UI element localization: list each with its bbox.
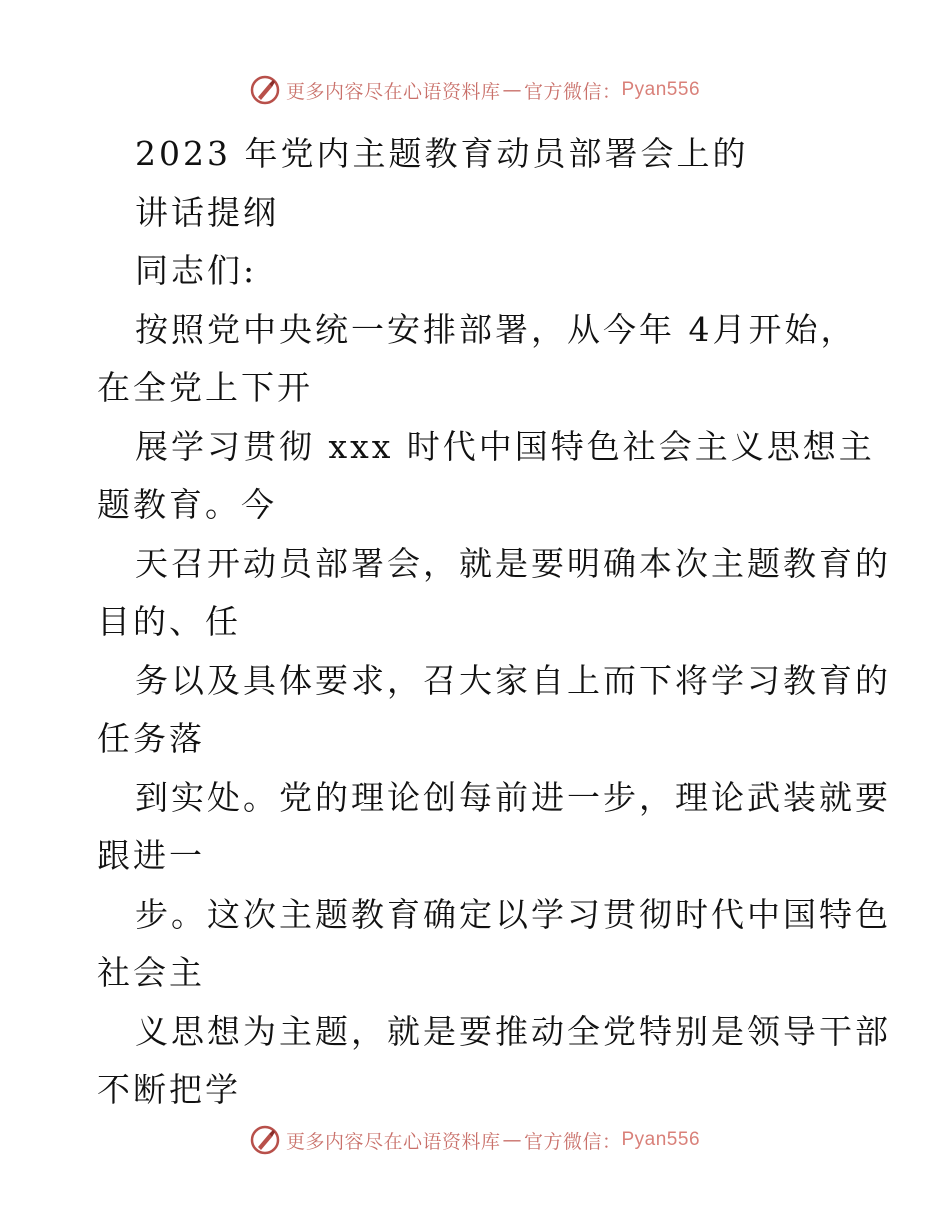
document-line: 2023 年党内主题教育动员部署会上的 [135, 134, 749, 173]
document-line: 天召开动员部署会，就是要明确本次主题教育的 [135, 543, 891, 583]
watermark-separator: — [502, 79, 522, 101]
document-line: 跟进一 [97, 836, 205, 875]
pen-logo-icon [250, 1125, 280, 1155]
document-line: 在全党上下开 [97, 368, 313, 407]
document-line: 同志们: [135, 251, 258, 290]
document-line: 社会主 [97, 953, 205, 992]
document-line: 按照党中央统一安排部署，从今年 4月开始， [135, 309, 857, 349]
watermark-id: Pyan556 [621, 79, 701, 100]
watermark-footer [0, 1120, 950, 1160]
document-line: 到实处。党的理论创每前进一步，理论武装就要 [135, 777, 891, 817]
document-line: 任务落 [97, 719, 205, 758]
document-line: 讲话提纲 [135, 192, 279, 232]
watermark-header [0, 70, 950, 110]
document-line: 不断把学 [97, 1070, 241, 1109]
watermark-text: 更多内容尽在心语资料库 [285, 1130, 501, 1153]
watermark-id: Pyan556 [621, 1129, 701, 1150]
watermark-suffix: 官方微信： [523, 1130, 622, 1153]
document-line: 步。这次主题教育确定以学习贯彻时代中国特色 [135, 894, 891, 934]
watermark-separator: — [502, 1129, 522, 1151]
document-line: 务以及具体要求，召大家自上而下将学习教育的 [135, 660, 891, 700]
document-line: 题教育。今 [97, 485, 277, 524]
document-line: 展学习贯彻 xxx 时代中国特色社会主义思想主 [135, 426, 875, 466]
document-body [97, 125, 891, 1120]
pen-logo-icon [250, 75, 280, 105]
watermark-suffix: 官方微信： [523, 80, 622, 103]
watermark-text: 更多内容尽在心语资料库 [285, 80, 501, 103]
document-line: 目的、任 [97, 602, 241, 641]
document-line: 义思想为主题，就是要推动全党特别是领导干部 [135, 1011, 891, 1051]
